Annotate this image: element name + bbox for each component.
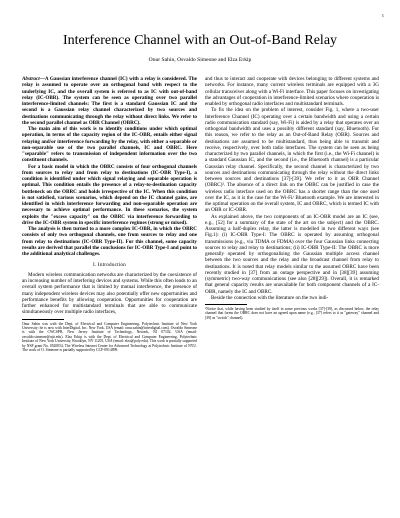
section-heading: I. Introduction	[93, 262, 126, 269]
abstract-paragraph: The main aim of this work is to identify conditions under which optimal operation, in terms of the capacity region of the IC-OBR, entails either signal relaying and/or interference forwarding by the relay, with either a separable or non-separable use of the two parallel channels, IC and OBRC. Here "separable" refers to transmission of independent information over the two constituent channels.	[22, 126, 197, 164]
body-paragraph: Beside the connection with the literature on the two indi-	[211, 294, 329, 301]
abstract-paragraph: The analysis is then turned to a more complex IC-OBR, in which the OBRC consists of only two orthogonal channels, one from sources to relay and one from relay to destinations (IC-OBR Type-II). For this channel, some capacity results are derived that parallel the conclusions for IC-OBR Type-I and point to the additional analytical challenges.	[22, 226, 197, 257]
footnote-affiliation: Onur Sahin was with the Dept. of Electrical and Computer Engineering, Polytechnic Institute of New York University; he is now with InterDigital, Inc. New York, USA (email: onur.sahin@interdigital.com). Osvaldo Simeone is with the CWCSPR, New Jersey Institute of Technology, Newark, NJ 07102, USA (email: osvaldo.simeone@njit.edu). Elza Erkip is with the Dept. of Electrical and Computer Engineering, Polytechnic Institute of New York University, Brooklyn, NY 11201, USA (email: elza@poly.edu). This work is partially supported by NSF grant No. 0520054, The Wireless Internet Center for Advanced Technology at Polytechnic Institute of NYU. The work of O. Simeone is partially supported by CCF-0914899.	[22, 321, 197, 352]
body-paragraph: As explained above, the two components of an IC-OBR model are an IC (see, e.g., [52] for a summary of the state of the art on the subject) and the OBRC. Assuming a half-duplex relay, the latter is modelled in two different ways (see Fig.1): (i) IC-OBR Type-I: The OBRC is operated by assuming orthogonal transmissions (e.g., via TDMA or FDMA) over the four Gaussian links connecting sources to relay and relay to destinations; (ii) IC-OBR Type-II: The OBRC is more generally operated by orthogonalising the Gaussian multiple access channel between the two sources and the relay and the broadcast channel from relay to destinations. It is noted that relay models similar to the assumed OBRC have been recently studied in [37] from an outage perspective and in [38][39] assuming (symmetric) two-way communications (see also [28][29]). Overall, it is remarked that general capacity results are unavailable for both component channels of a IC-OBR, namely the IC and OBRC.	[205, 213, 379, 295]
paper-title: Interference Channel with an Out-of-Band Relay	[62, 33, 338, 48]
body-paragraph: and thus to interact and cooperate with devices belonging to different systems and networks. For instance, many current wireless terminals are equipped with a 3G cellular transceiver along with a Wi-Fi interface. This paper focuses on investigating the advantages of cooperation in interference-limited scenarios where cooperation is enabled by orthogonal radio interfaces and multistandard terminals.	[205, 76, 379, 107]
abstract-text: —A Gaussian interference channel (IC) with a relay is considered. The relay is assumed to operate over an orthogonal band with respect to the underlying IC, and the overall system is referred to as IC with out-of-band relay (IC-OBR). The system can be seen as operating over two parallel interference-limited channels: The first is a standard Gaussian IC and the second is a Gaussian relay channel characterized by two sources and destinations communicating through the relay without direct links. We refer to the second parallel channel as OBR Channel (OBRC).	[22, 76, 197, 126]
left-column	[22, 76, 197, 510]
abstract-paragraph	[22, 76, 197, 126]
body-paragraph: To fix the idea on the problem of interest, consider Fig. 1, where a two-user Interference Channel (IC) operating over a certain bandwidth and using a certain radio communication standard (say, Wi-Fi) is aided by a relay that operates over an orthogonal bandwidth and uses a possibly different standard (say, Bluetooth). For this reason, we refer to the relay as an Out-of-Band Relay (OBR). Sources and destinations are assumed to be multistandard, thus being able to transmit and receive, respectively, over both radio interfaces. The system can be seen as being characterized by two parallel channels, in which the first (i.e., the Wi-Fi channel) is a standard Gaussian IC, and the second (i.e., the Bluetooth channel) is a particular Gaussian relay channel. Specifically, the second channel is characterized by two sources and destinations communicating through the relay without the direct links between sources and destinations [37]-[39]. We refer to it as OBR Channel (OBRC)¹. The absence of a direct link on the OBRC can be justified in case the wireless radio interface used on the OBRC has a shorter range than the one used over the IC, as it is the case for the Wi-Fi/ Bluetooth example. We are interested in the optimal operation on the overall system, IC and OBRC, which is termed IC with an OBR or IC-OBR.	[205, 107, 379, 214]
abstract-heading: Abstract	[22, 76, 40, 82]
abstract-paragraph: For a basic model in which the OBRC consists of four orthogonal channels from sources to relay and from relay to destinations (IC-OBR Type-I), a condition is identified under which signal relaying and separable operation is optimal. This condition entails the presence of a relay-to-destination capacity bottleneck on the OBRC and holds irrespective of the IC. When this condition is not satisfied, various scenarios, which depend on the IC channel gains, are identified in which interference forwarding and non-separable operation are necessary to achieve optimal performance. In these scenarios, the system exploits the "excess capacity" on the OBRC via interference forwarding to drive the IC-OBR system in specific interference regimes (strong or mixed).	[22, 163, 197, 226]
footnote-divider	[205, 304, 247, 305]
author-list: Onur Sahin, Osvaldo Simeone and Elza Erkip	[148, 57, 252, 63]
footnote-divider	[22, 319, 64, 320]
footnote: ¹Notice that, while having been studied by itself in some previous works [37]-[39], as discussed below, the relay channel that forms the OBRC does not have an agreed upon name (e.g., [37] refers to it as "gateway" channel and [39] as "switch" channel).	[205, 307, 379, 320]
body-paragraph: Modern wireless communication networks are characterized by the coexistence of an increasing number of interfering devices and systems. While this often leads to an overall system performance that is limited by mutual interference, the presence of many independent wireless devices may also potentially offer new opportunities and performance benefits by allowing cooperation. Opportunities for cooperation are further enhanced for multistandard terminals that are able to communicate simultaneously over multiple radio interfaces,	[22, 271, 197, 316]
right-column	[205, 76, 379, 510]
page-number: 1	[381, 13, 384, 18]
